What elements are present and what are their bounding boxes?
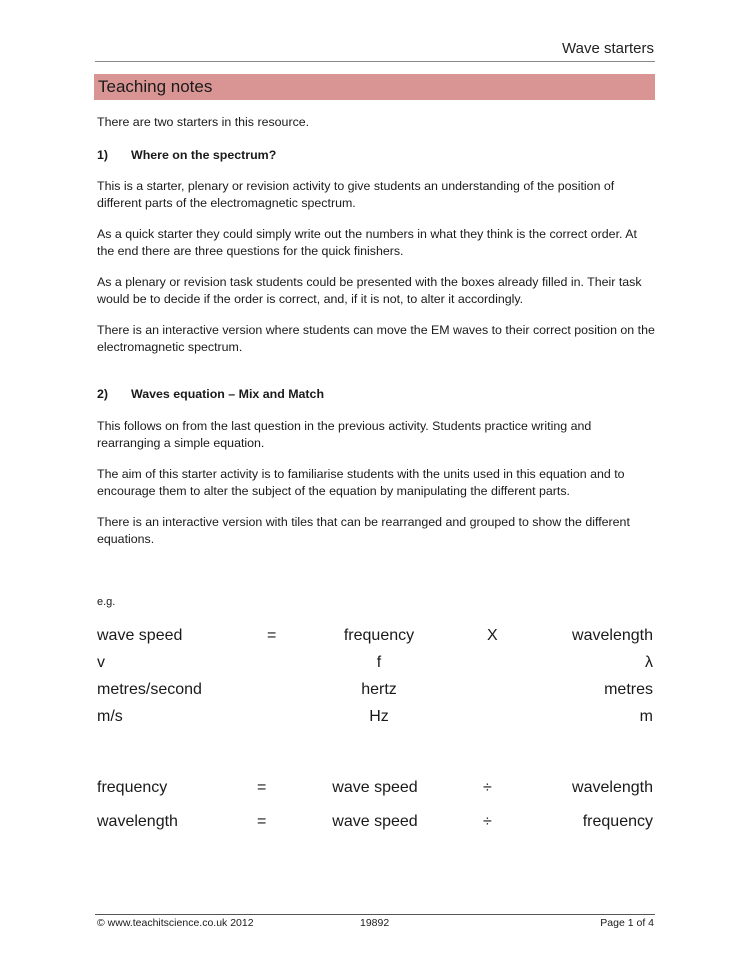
symbol: v <box>97 654 105 671</box>
divide-sign: ÷ <box>483 813 492 830</box>
footer-page-number: Page 1 of 4 <box>600 917 654 929</box>
multiply-sign: X <box>487 627 498 644</box>
equation-term: frequency <box>97 779 168 796</box>
unit-symbol-row <box>97 708 653 730</box>
equation-term: wave speed <box>332 779 418 796</box>
symbol-row <box>97 654 653 676</box>
starter1-title: Where on the spectrum? <box>131 148 277 162</box>
starter2-number: 2) <box>97 387 109 401</box>
unit-row <box>97 681 653 703</box>
footer-copyright: © www.teachitscience.co.uk 2012 <box>97 917 254 929</box>
unit-symbol: m/s <box>97 708 123 725</box>
rearranged-equation-row <box>97 813 653 835</box>
starter1-paragraph: This is a starter, plenary or revision activity to give students an understanding of the position of different parts of the electromagnetic spectrum. <box>97 179 615 210</box>
rearranged-equation-row <box>97 779 653 801</box>
unit: metres/second <box>97 681 202 698</box>
section-banner <box>94 74 655 100</box>
intro-text: There are two starters in this resource. <box>97 115 310 129</box>
equation-term: wavelength <box>572 627 653 644</box>
starter2-paragraph: The aim of this starter activity is to familiarise students with the units used in this equation and to encourage them to alter the subject of the equation by manipulating the different parts. <box>97 467 625 498</box>
starter1-heading <box>97 148 276 162</box>
starter2-title: Waves equation – Mix and Match <box>131 387 325 401</box>
document-header-title: Wave starters <box>562 40 654 57</box>
starter1-paragraph: As a plenary or revision task students could be presented with the boxes already filled in. Their task would be to decide if the order is correct, and, if it is not, to alter it accordingly. <box>97 275 642 306</box>
equation-term: frequency <box>582 813 653 830</box>
unit: metres <box>604 681 653 698</box>
equals-sign: = <box>257 779 267 796</box>
footer-divider <box>95 914 655 915</box>
symbol: λ <box>645 654 653 671</box>
footer-resource-code: 19892 <box>360 917 390 929</box>
symbol: f <box>376 654 382 671</box>
starter1-number: 1) <box>97 148 109 162</box>
starter2-paragraph: There is an interactive version with tiles that can be rearranged and grouped to show the different equations. <box>97 515 630 546</box>
section-title: Teaching notes <box>98 77 213 96</box>
equation-term: frequency <box>343 627 415 644</box>
starter2-heading <box>97 387 324 401</box>
example-label: e.g. <box>97 596 116 608</box>
equation-term: wavelength <box>97 813 178 830</box>
equals-sign: = <box>267 627 277 644</box>
divide-sign: ÷ <box>483 779 492 796</box>
starter1-paragraph: As a quick starter they could simply write out the numbers in what they think is the correct order. At the end there are three questions for the quick finishers. <box>97 227 637 258</box>
equation-term: wavelength <box>572 779 653 796</box>
unit-symbol: m <box>639 708 653 725</box>
equation-row <box>97 627 653 649</box>
equation-term: wave speed <box>97 627 183 644</box>
unit-symbol: Hz <box>369 708 389 725</box>
unit: hertz <box>361 681 397 698</box>
header-divider <box>95 61 655 62</box>
equals-sign: = <box>257 813 267 830</box>
equation-term: wave speed <box>332 813 418 830</box>
starter2-paragraph: This follows on from the last question in the previous activity. Students practice writing and rearranging a simple equation. <box>97 419 592 450</box>
starter1-paragraph: There is an interactive version where students can move the EM waves to their correct position on the electromagnetic spectrum. <box>97 323 655 354</box>
